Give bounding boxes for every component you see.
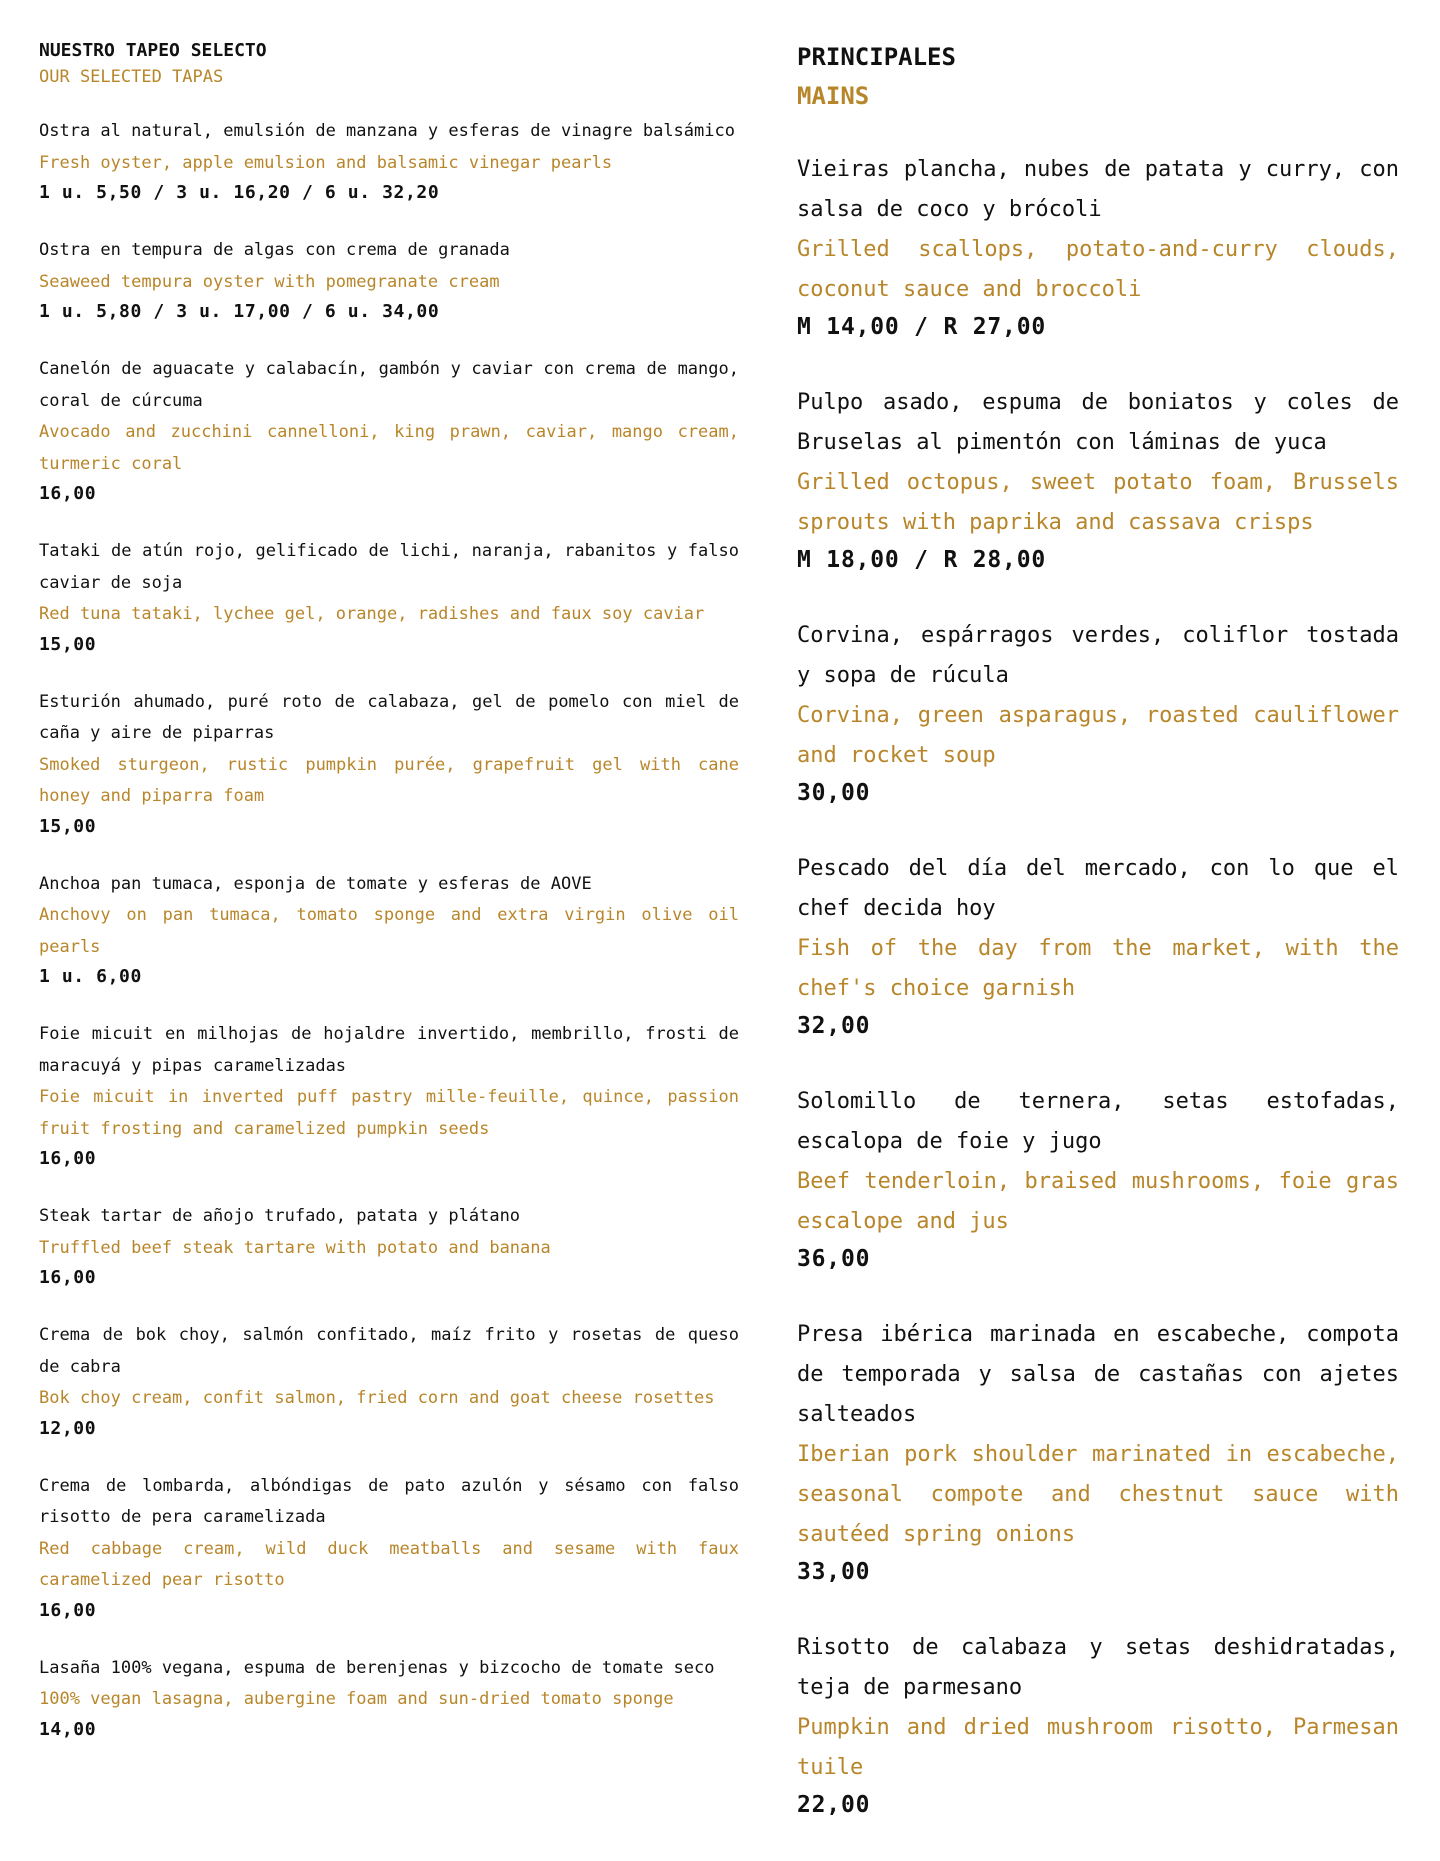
menu-item (39, 235, 739, 325)
menu-item (39, 1201, 739, 1291)
dish-name-en: Fish of the day from the market, with the chef's choice garnish (797, 936, 1399, 1001)
menu-item (39, 354, 739, 507)
dish-price: M 14,00 / R 27,00 (797, 314, 1047, 340)
dish-name-en: Grilled octopus, sweet potato foam, Brussels sprouts with paprika and cassava crisps (797, 470, 1399, 535)
dish-name-en: Bok choy cream, confit salmon, fried corn and goat cheese rosettes (39, 1388, 715, 1408)
mains-list (797, 150, 1399, 1822)
section-subtitle-tapas: OUR SELECTED TAPAS (39, 67, 224, 87)
dish-name-en: Smoked sturgeon, rustic pumpkin purée, grapefruit gel with cane honey and piparra foam (39, 754, 739, 806)
dish-price: 22,00 (797, 1792, 871, 1818)
dish-name-es: Pescado del día del mercado, con lo que el chef decida hoy (797, 856, 1399, 921)
dish-name-en: Red cabbage cream, wild duck meatballs and sesame with faux caramelized pear risotto (39, 1538, 739, 1590)
dish-name-es: Risotto de calabaza y setas deshidratadas, teja de parmesano (797, 1635, 1399, 1700)
dish-name-es: Lasaña 100% vegana, espuma de berenjenas y bizcocho de tomate seco (39, 1657, 715, 1678)
dish-name-en: Avocado and zucchini cannelloni, king prawn, caviar, mango cream, turmeric coral (39, 422, 739, 474)
dish-price: 1 u. 5,80 / 3 u. 17,00 / 6 u. 34,00 (39, 301, 440, 322)
dish-name-en: Anchovy on pan tumaca, tomato sponge and extra virgin olive oil pearls (39, 905, 739, 957)
menu-item (39, 687, 739, 840)
dish-name-en: Beef tenderloin, braised mushrooms, foie gras escalope and jus (797, 1169, 1399, 1234)
dish-name-en: Red tuna tataki, lychee gel, orange, radishes and faux soy caviar (39, 604, 705, 624)
dish-name-es: Crema de lombarda, albóndigas de pato azulón y sésamo con falso risotto de pera caramelizada (39, 1475, 739, 1527)
dish-name-en: Corvina, green asparagus, roasted cauliflower and rocket soup (797, 703, 1399, 768)
dish-name-es: Steak tartar de añojo trufado, patata y plátano (39, 1206, 521, 1226)
menu-item (39, 116, 739, 206)
dish-name-en: 100% vegan lasagna, aubergine foam and sun-dried tomato sponge (39, 1689, 674, 1709)
dish-price: 32,00 (797, 1013, 871, 1039)
menu-item (797, 1315, 1399, 1589)
dish-name-es: Corvina, espárragos verdes, coliflor tostada y sopa de rúcula (797, 623, 1399, 688)
dish-name-es: Tataki de atún rojo, gelificado de lichi, naranja, rabanitos y falso caviar de soja (39, 541, 739, 593)
dish-price: 16,00 (39, 483, 97, 504)
menu-item (797, 383, 1399, 577)
dish-name-es: Solomillo de ternera, setas estofadas, escalopa de foie y jugo (797, 1089, 1399, 1154)
dish-name-es: Presa ibérica marinada en escabeche, compota de temporada y salsa de castañas con ajetes salteados (797, 1322, 1399, 1427)
dish-name-es: Foie micuit en milhojas de hojaldre invertido, membrillo, frosti de maracuyá y pipas caramelizadas (39, 1024, 739, 1076)
dish-name-en: Foie micuit in inverted puff pastry mille-feuille, quince, passion fruit frosting and caramelized pumpkin seeds (39, 1087, 739, 1139)
dish-name-en: Truffled beef steak tartare with potato and banana (39, 1237, 551, 1258)
section-subtitle-mains: MAINS (797, 82, 870, 110)
menu-item (39, 1320, 739, 1442)
dish-name-es: Ostra al natural, emulsión de manzana y esferas de vinagre balsámico (39, 121, 735, 141)
dish-name-es: Esturión ahumado, puré roto de calabaza, gel de pomelo con miel de caña y aire de piparras (39, 691, 739, 743)
menu-item (39, 1653, 739, 1743)
dish-name-es: Ostra en tempura de algas con crema de granada (39, 240, 510, 260)
dish-name-es: Canelón de aguacate y calabacín, gambón y caviar con crema de mango, coral de cúrcuma (39, 359, 739, 411)
dish-price: 12,00 (39, 1417, 97, 1439)
dish-price: 14,00 (39, 1718, 97, 1740)
dish-price: 16,00 (39, 1267, 97, 1288)
dish-name-en: Seaweed tempura oyster with pomegranate cream (39, 271, 500, 292)
dish-name-en: Grilled scallops, potato-and-curry clouds, coconut sauce and broccoli (797, 237, 1399, 302)
menu-item (797, 150, 1399, 344)
menu-item (39, 1019, 739, 1172)
menu-item (39, 536, 739, 658)
tapas-list (39, 116, 739, 1743)
dish-name-en: Fresh oyster, apple emulsion and balsamic vinegar pearls (39, 152, 613, 173)
dish-name-es: Vieiras plancha, nubes de patata y curry, con salsa de coco y brócoli (797, 157, 1399, 222)
dish-name-es: Crema de bok choy, salmón confitado, maíz frito y rosetas de queso de cabra (39, 1325, 739, 1377)
section-title-tapas: NUESTRO TAPEO SELECTO (39, 40, 267, 61)
dish-price: 16,00 (39, 1148, 97, 1169)
dish-price: 16,00 (39, 1599, 97, 1621)
menu-item (797, 849, 1399, 1043)
menu-item (39, 869, 739, 991)
tapas-column (39, 38, 739, 1772)
menu-item (39, 1471, 739, 1624)
menu-item (797, 1628, 1399, 1822)
dish-price: 33,00 (797, 1559, 871, 1585)
dish-name-es: Pulpo asado, espuma de boniatos y coles de Bruselas al pimentón con láminas de yuca (797, 390, 1399, 455)
section-title-mains: PRINCIPALES (797, 43, 956, 71)
dish-price: 36,00 (797, 1246, 871, 1272)
dish-price: 1 u. 6,00 (39, 966, 142, 987)
dish-name-en: Pumpkin and dried mushroom risotto, Parmesan tuile (797, 1715, 1399, 1780)
mains-column (797, 38, 1399, 1861)
dish-name-en: Iberian pork shoulder marinated in escabeche, seasonal compote and chestnut sauce with sautéed spring onions (797, 1442, 1399, 1547)
dish-price: 15,00 (39, 633, 97, 655)
dish-price: 1 u. 5,50 / 3 u. 16,20 / 6 u. 32,20 (39, 182, 440, 203)
dish-price: M 18,00 / R 28,00 (797, 547, 1047, 573)
dish-name-es: Anchoa pan tumaca, esponja de tomate y esferas de AOVE (39, 873, 592, 894)
dish-price: 15,00 (39, 815, 97, 837)
menu-item (797, 1082, 1399, 1276)
dish-price: 30,00 (797, 780, 871, 806)
menu-item (797, 616, 1399, 810)
